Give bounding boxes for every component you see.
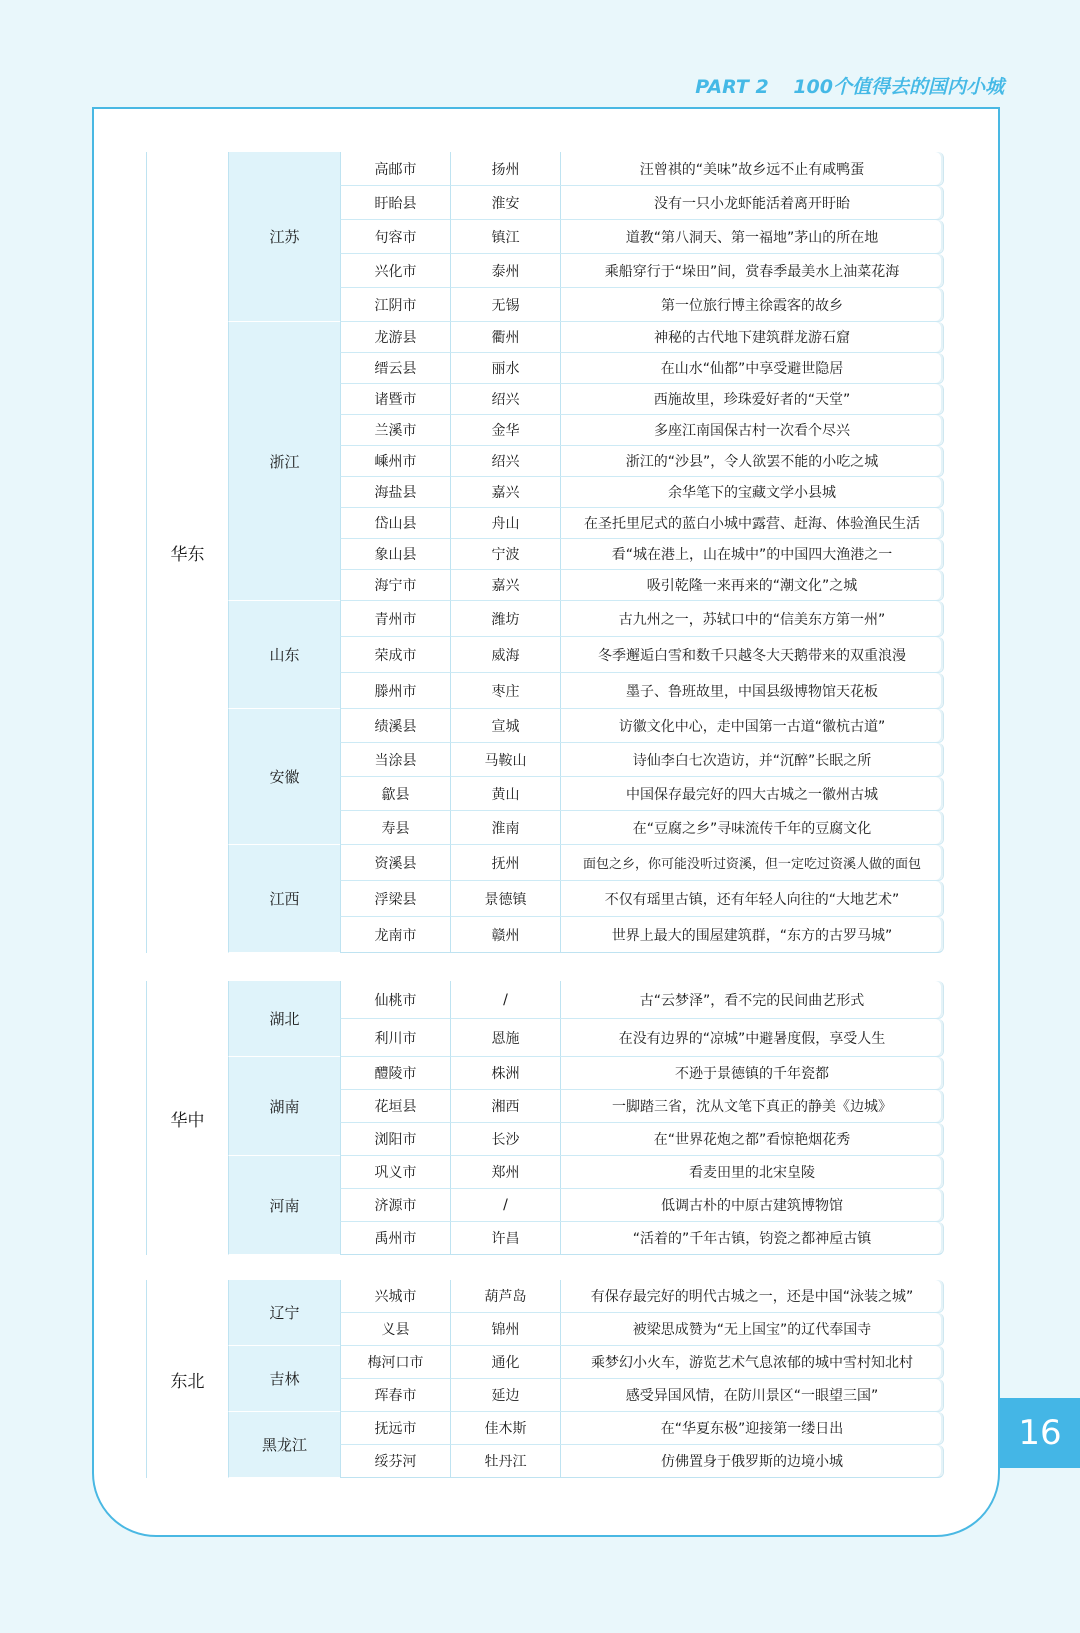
region-table [146,1280,944,1478]
province-name: 浙江 [228,322,340,601]
town-description: 第一位旅行博主徐霞客的故乡 [560,288,944,322]
town-description: 中国保存最完好的四大古城之一徽州古城 [560,777,944,811]
table-row [146,1057,944,1090]
table-row [146,1156,944,1189]
town-description: 仿佛置身于俄罗斯的边境小城 [560,1445,944,1478]
town-name: 海宁市 [340,570,450,601]
city-name: 淮安 [450,186,560,220]
region-section [146,981,944,1255]
city-name: 嘉兴 [450,570,560,601]
town-name: 兴城市 [340,1280,450,1313]
province-name: 山东 [228,601,340,709]
province-name: 江苏 [228,152,340,322]
town-description: 西施故里，珍珠爱好者的“天堂” [560,384,944,415]
town-description: 古九州之一，苏轼口中的“信美东方第一州” [560,601,944,637]
town-name: 盱眙县 [340,186,450,220]
city-name: / [450,1189,560,1222]
region-section [146,1280,944,1478]
city-name: 恩施 [450,1019,560,1057]
town-description: 余华笔下的宝藏文学小县城 [560,477,944,508]
city-name: 赣州 [450,917,560,953]
part-title: 100个值得去的国内小城 [793,76,1004,98]
town-description: 感受异国风情，在防川景区“一眼望三国” [560,1379,944,1412]
city-name: 金华 [450,415,560,446]
town-name: 花垣县 [340,1090,450,1123]
town-name: 兰溪市 [340,415,450,446]
city-name: 衢州 [450,322,560,353]
town-description: 在圣托里尼式的蓝白小城中露营、赶海、体验渔民生活 [560,508,944,539]
city-name: 锦州 [450,1313,560,1346]
page-number-tab [1000,1398,1080,1468]
town-description: 乘船穿行于“垛田”间，赏春季最美水上油菜花海 [560,254,944,288]
town-name: 济源市 [340,1189,450,1222]
province-name: 湖北 [228,981,340,1057]
table-row [146,601,944,637]
table-row [146,1346,944,1379]
town-description: 乘梦幻小火车，游览艺术气息浓郁的城中雪村知北村 [560,1346,944,1379]
table-row [146,981,944,1019]
town-description: 道教“第八洞天、第一福地”茅山的所在地 [560,220,944,254]
town-name: 歙县 [340,777,450,811]
town-name: 海盐县 [340,477,450,508]
town-description: 面包之乡，你可能没听过资溪，但一定吃过资溪人做的面包 [560,845,944,881]
town-description: 没有一只小龙虾能活着离开盱眙 [560,186,944,220]
city-name: 延边 [450,1379,560,1412]
town-name: 诸暨市 [340,384,450,415]
town-name: 绥芬河 [340,1445,450,1478]
city-name: 马鞍山 [450,743,560,777]
town-description: 一脚踏三省，沈从文笔下真正的静美《边城》 [560,1090,944,1123]
town-description: 不逊于景德镇的千年瓷都 [560,1057,944,1090]
city-name: 丽水 [450,353,560,384]
town-description: 被梁思成赞为“无上国宝”的辽代奉国寺 [560,1313,944,1346]
town-description: 诗仙李白七次造访，并“沉醉”长眠之所 [560,743,944,777]
town-description: 古“云梦泽”，看不完的民间曲艺形式 [560,981,944,1019]
city-name: 潍坊 [450,601,560,637]
page-number: 16 [1018,1413,1062,1453]
town-name: 青州市 [340,601,450,637]
town-name: 缙云县 [340,353,450,384]
town-description: 在“华夏东极”迎接第一缕日出 [560,1412,944,1445]
province-name: 湖南 [228,1057,340,1156]
city-name: 泰州 [450,254,560,288]
town-name: 荣成市 [340,637,450,673]
city-name: 黄山 [450,777,560,811]
town-description: 低调古朴的中原古建筑博物馆 [560,1189,944,1222]
table-row [146,322,944,353]
city-name: 许昌 [450,1222,560,1255]
town-name: 高邮市 [340,152,450,186]
region-name: 华中 [146,981,228,1255]
province-name: 河南 [228,1156,340,1255]
town-name: 义县 [340,1313,450,1346]
region-name: 华东 [146,152,228,953]
city-name: 景德镇 [450,881,560,917]
town-description: 冬季邂逅白雪和数千只越冬大天鹅带来的双重浪漫 [560,637,944,673]
city-name: 扬州 [450,152,560,186]
town-name: 梅河口市 [340,1346,450,1379]
town-description: 访徽文化中心，走中国第一古道“徽杭古道” [560,709,944,743]
city-name: 通化 [450,1346,560,1379]
city-name: 宁波 [450,539,560,570]
town-name: 利川市 [340,1019,450,1057]
part-label: PART 2 [695,76,769,98]
region-section [146,152,944,953]
town-description: 不仅有瑶里古镇，还有年轻人向往的“大地艺术” [560,881,944,917]
town-description: 在“豆腐之乡”寻味流传千年的豆腐文化 [560,811,944,845]
town-description: 看麦田里的北宋皇陵 [560,1156,944,1189]
town-name: 当涂县 [340,743,450,777]
town-name: 禹州市 [340,1222,450,1255]
city-name: 株洲 [450,1057,560,1090]
town-description: 汪曾祺的“美味”故乡远不止有咸鸭蛋 [560,152,944,186]
page-header [695,72,1004,99]
town-name: 醴陵市 [340,1057,450,1090]
city-name: 无锡 [450,288,560,322]
town-description: 在没有边界的“凉城”中避暑度假，享受人生 [560,1019,944,1057]
city-name: 长沙 [450,1123,560,1156]
town-description: “活着的”千年古镇，钧瓷之都神垕古镇 [560,1222,944,1255]
town-name: 滕州市 [340,673,450,709]
town-name: 龙游县 [340,322,450,353]
town-description: 吸引乾隆一来再来的“潮文化”之城 [560,570,944,601]
city-name: 佳木斯 [450,1412,560,1445]
province-name: 辽宁 [228,1280,340,1346]
town-description: 神秘的古代地下建筑群龙游石窟 [560,322,944,353]
town-description: 墨子、鲁班故里，中国县级博物馆天花板 [560,673,944,709]
town-description: 在“世界花炮之都”看惊艳烟花秀 [560,1123,944,1156]
city-name: 淮南 [450,811,560,845]
city-name: 葫芦岛 [450,1280,560,1313]
town-name: 嵊州市 [340,446,450,477]
city-name: 抚州 [450,845,560,881]
town-description: 浙江的“沙县”，令人欲罢不能的小吃之城 [560,446,944,477]
town-name: 浏阳市 [340,1123,450,1156]
city-name: 镇江 [450,220,560,254]
city-name: 枣庄 [450,673,560,709]
region-table [146,152,944,953]
city-name: 牡丹江 [450,1445,560,1478]
table-row [146,845,944,881]
town-name: 句容市 [340,220,450,254]
city-name: 湘西 [450,1090,560,1123]
province-name: 吉林 [228,1346,340,1412]
city-name: 舟山 [450,508,560,539]
city-name: 郑州 [450,1156,560,1189]
province-name: 黑龙江 [228,1412,340,1478]
city-name: 绍兴 [450,446,560,477]
town-name: 兴化市 [340,254,450,288]
town-name: 江阴市 [340,288,450,322]
town-description: 在山水“仙都”中享受避世隐居 [560,353,944,384]
region-table [146,981,944,1255]
town-name: 寿县 [340,811,450,845]
town-name: 绩溪县 [340,709,450,743]
town-name: 资溪县 [340,845,450,881]
city-name: 宣城 [450,709,560,743]
table-row [146,1412,944,1445]
town-name: 象山县 [340,539,450,570]
province-name: 安徽 [228,709,340,845]
town-name: 龙南市 [340,917,450,953]
city-name: 嘉兴 [450,477,560,508]
town-name: 仙桃市 [340,981,450,1019]
town-description: 有保存最完好的明代古城之一，还是中国“泳装之城” [560,1280,944,1313]
town-description: 多座江南国保古村一次看个尽兴 [560,415,944,446]
city-name: 威海 [450,637,560,673]
town-description: 世界上最大的围屋建筑群，“东方的古罗马城” [560,917,944,953]
town-name: 岱山县 [340,508,450,539]
table-row [146,1280,944,1313]
table-row [146,709,944,743]
city-name: / [450,981,560,1019]
town-name: 珲春市 [340,1379,450,1412]
province-name: 江西 [228,845,340,953]
town-description: 看“城在港上，山在城中”的中国四大渔港之一 [560,539,944,570]
table-row [146,152,944,186]
town-name: 浮梁县 [340,881,450,917]
town-name: 巩义市 [340,1156,450,1189]
city-name: 绍兴 [450,384,560,415]
town-name: 抚远市 [340,1412,450,1445]
region-name: 东北 [146,1280,228,1478]
